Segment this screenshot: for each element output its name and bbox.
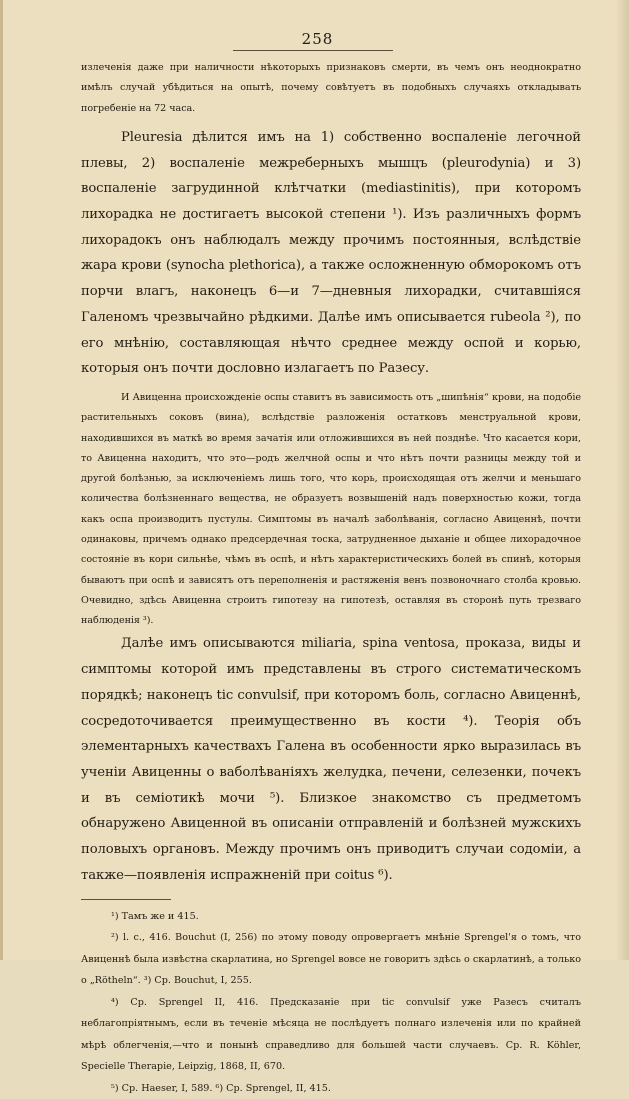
page-number: 258 xyxy=(301,30,334,48)
footnote-5-6: ⁵) Ср. Haeser, I, 589. ⁶) Ср. Sprengel, II, 415. xyxy=(111,1082,331,1094)
paragraph-miliaria: Далѣе имъ описываются miliaria, spina ventosa, проказа, виды и симптомы которой имъ представлены въ строго систематическомъ порядкѣ; наконецъ tic convulsif, при которомъ боль, согласно Авиценнѣ, сосредоточивается преимущественно въ кости ⁴). Теорія объ элементарныхъ качествахъ Галена въ особенности ярко выразилась въ ученіи Авиценны о ваболѣваніяхъ желудка, печени, селезенки, почекъ и въ семіотикѣ мочи ⁵). Близкое знакомство съ предметомъ обнаружено Авиценной въ описаніи отправленій и болѣзней мужскихъ половыхъ органовъ. Между прочимъ онъ приводитъ случаи содоміи, а также—появленія испражненій при coitus ⁶). xyxy=(81,636,581,883)
footnote-4: ⁴) Ср. Sprengel II, 416. Предсказаніе при tic convulsif уже Разесъ считалъ неблагопріятнымъ, если въ теченіе мѣсяца не послѣдуетъ полнаго излеченія или по крайней мѣрѣ облегченія,—что и понынѣ справедливо для большей части случаевъ. Ср. R. Köhler, Specielle Therapie, Leipzig, 1868, II, 670. xyxy=(81,996,581,1073)
top-paragraph: излеченія даже при наличности нѣкоторыхъ признаковъ смерти, въ чемъ онъ неоднократно имѣлъ случай убѣдиться на опытѣ, почему совѣтуетъ въ подобныхъ случаяхъ откладывать погребеніе на 72 часа. xyxy=(81,62,581,114)
footnote-2-3: ²) l. c., 416. Bouchut (I, 256) по этому поводу опровергаетъ мнѣніе Sprengel'я о томъ, что Авиценнѣ была извѣстна скарлатина, но Sprengel вовсе не говоритъ здѣсь о скарлатинѣ, а только о „Rötheln“. ³) Ср. Bouchut, I, 255. xyxy=(81,932,581,987)
paragraph-avicenna-smallpox: И Авиценна происхожденіе оспы ставитъ въ зависимость отъ „шипѣнія“ крови, на подобіе растительныхъ соковъ (вина), вслѣдствіе разложенія остатковъ менструальной крови, находившихся въ маткѣ во время зачатія или отложившихся въ ней позднѣе. Что касается кори, то Авиценна находитъ, что это—родъ желчной оспы и что нѣтъ почти разницы между той и другой болѣзнью, за исключеніемъ лишь того, что корь, происходящая отъ желчи и меньшаго количества болѣзненнаго вещества, не образуетъ возвышеній надъ поверхностью кожи, тогда какъ оспа производитъ пустулы. Симптомы въ началѣ заболѣванія, согласно Авиценнѣ, почти одинаковы, причемъ однако предсердечная тоска, затрудненное дыханіе и общее лихорадочное состояніе въ кори сильнѣе, чѣмъ въ оспѣ, и нѣтъ характеристическихъ болей въ спинѣ, которыя бываютъ при оспѣ и зависятъ отъ переполненія и растяженія венъ позвоночнаго столба кровью. Очевидно, здѣсь Авиценна строитъ гипотезу на гипотезѣ, оставляя въ сторонѣ путь трезваго наблюденія ³). xyxy=(81,391,581,627)
footnotes xyxy=(81,906,581,1099)
page-body xyxy=(81,58,581,1099)
paragraph-pleuresia: Pleuresia дѣлится имъ на 1) собственно воспаленіе легочной плевы, 2) воспаленіе межреберныхъ мышцъ (pleurodynia) и 3) воспаленіе загрудинной клѣтчатки (mediastinitis), при которомъ лихорадка не достигаетъ высокой степени ¹). Изъ различныхъ формъ лихорадокъ онъ наблюдалъ между прочимъ постоянныя, вслѣдствіе жара крови (synocha plethorica), а также осложненную обморокомъ отъ порчи влагъ, наконецъ 6—и 7—дневныя лихорадки, считавшіяся Галеномъ чрезвычайно рѣдкими. Далѣе имъ описывается rubeola ²), по его мнѣнію, составляющая нѣчто среднее между оспой и корью, которыя онъ почти дословно излагаетъ по Разесу. xyxy=(81,129,581,377)
page-edge-shadow xyxy=(615,0,629,960)
footnote-1: ¹) Тамъ же и 415. xyxy=(111,910,199,922)
header-rule xyxy=(233,50,393,51)
footnote-rule xyxy=(81,899,171,900)
